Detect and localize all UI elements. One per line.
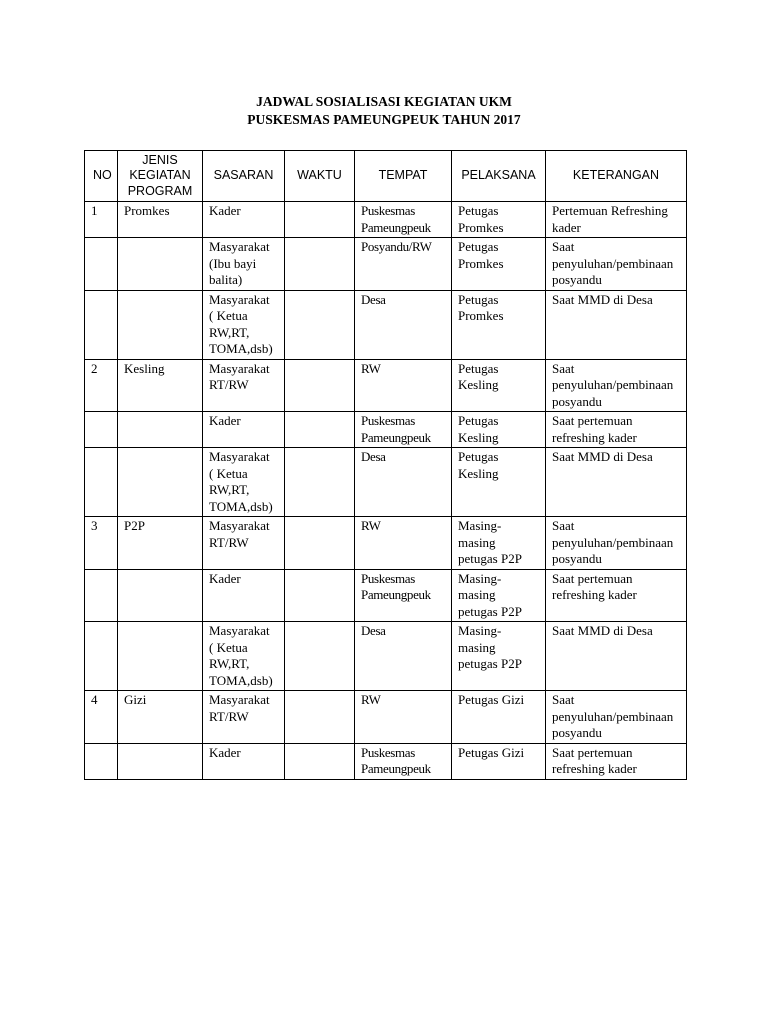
- schedule-table: [84, 150, 687, 780]
- cell-no: [85, 622, 118, 691]
- cell-waktu: [285, 412, 355, 448]
- table-body: [85, 202, 687, 780]
- cell-pelaksana: Petugas Promkes: [452, 238, 546, 291]
- cell-waktu: [285, 448, 355, 517]
- table-row: [85, 359, 687, 412]
- cell-tempat: Puskesmas Pameungpeuk: [355, 202, 452, 238]
- cell-no: [85, 238, 118, 291]
- cell-keterangan: Saat pertemuan refreshing kader: [546, 412, 687, 448]
- title-line-2: PUSKESMAS PAMEUNGPEUK TAHUN 2017: [247, 112, 521, 127]
- cell-pelaksana: Masing- masing petugas P2P: [452, 622, 546, 691]
- cell-sasaran: Masyarakat ( Ketua RW,RT, TOMA,dsb): [203, 290, 285, 359]
- cell-sasaran: Kader: [203, 743, 285, 779]
- cell-tempat: RW: [355, 691, 452, 744]
- cell-pelaksana: Masing- masing petugas P2P: [452, 569, 546, 622]
- cell-keterangan: Saat MMD di Desa: [546, 290, 687, 359]
- header-waktu: WAKTU: [285, 151, 355, 202]
- table-row: [85, 412, 687, 448]
- cell-waktu: [285, 359, 355, 412]
- cell-waktu: [285, 290, 355, 359]
- cell-jenis: [118, 412, 203, 448]
- table-row: [85, 238, 687, 291]
- cell-keterangan: Saat penyuluhan/pembinaan posyandu: [546, 238, 687, 291]
- cell-jenis: [118, 622, 203, 691]
- cell-keterangan: Saat MMD di Desa: [546, 448, 687, 517]
- cell-tempat: RW: [355, 359, 452, 412]
- cell-waktu: [285, 743, 355, 779]
- cell-keterangan: Saat MMD di Desa: [546, 622, 687, 691]
- cell-no: [85, 743, 118, 779]
- cell-no: [85, 448, 118, 517]
- cell-pelaksana: Petugas Kesling: [452, 448, 546, 517]
- cell-tempat: RW: [355, 517, 452, 570]
- cell-keterangan: Saat penyuluhan/pembinaan posyandu: [546, 517, 687, 570]
- cell-tempat: Puskesmas Pameungpeuk: [355, 412, 452, 448]
- document-title: [0, 93, 768, 129]
- cell-keterangan: Saat pertemuan refreshing kader: [546, 569, 687, 622]
- cell-jenis: P2P: [118, 517, 203, 570]
- cell-waktu: [285, 517, 355, 570]
- table-row: [85, 448, 687, 517]
- cell-pelaksana: Petugas Promkes: [452, 202, 546, 238]
- cell-sasaran: Kader: [203, 569, 285, 622]
- header-no: NO: [85, 151, 118, 202]
- header-pelaksana: PELAKSANA: [452, 151, 546, 202]
- cell-sasaran: Masyarakat RT/RW: [203, 517, 285, 570]
- cell-no: [85, 290, 118, 359]
- cell-tempat: Desa: [355, 622, 452, 691]
- table-row: [85, 517, 687, 570]
- table-header-row: [85, 151, 687, 202]
- cell-waktu: [285, 622, 355, 691]
- cell-tempat: Puskesmas Pameungpeuk: [355, 569, 452, 622]
- cell-no: [85, 412, 118, 448]
- cell-tempat: Posyandu/RW: [355, 238, 452, 291]
- cell-pelaksana: Petugas Gizi: [452, 743, 546, 779]
- table-row: [85, 743, 687, 779]
- cell-sasaran: Masyarakat (Ibu bayi balita): [203, 238, 285, 291]
- cell-no: 2: [85, 359, 118, 412]
- table-row: [85, 622, 687, 691]
- table-row: [85, 691, 687, 744]
- cell-sasaran: Kader: [203, 412, 285, 448]
- cell-keterangan: Saat penyuluhan/pembinaan posyandu: [546, 691, 687, 744]
- header-keterangan: KETERANGAN: [546, 151, 687, 202]
- cell-waktu: [285, 238, 355, 291]
- cell-sasaran: Kader: [203, 202, 285, 238]
- cell-jenis: [118, 290, 203, 359]
- cell-tempat: Desa: [355, 290, 452, 359]
- table-row: [85, 202, 687, 238]
- cell-sasaran: Masyarakat RT/RW: [203, 691, 285, 744]
- table-row: [85, 569, 687, 622]
- cell-no: 4: [85, 691, 118, 744]
- cell-tempat: Puskesmas Pameungpeuk: [355, 743, 452, 779]
- cell-jenis: Gizi: [118, 691, 203, 744]
- header-tempat: TEMPAT: [355, 151, 452, 202]
- cell-pelaksana: Petugas Kesling: [452, 359, 546, 412]
- cell-waktu: [285, 569, 355, 622]
- cell-keterangan: Saat pertemuan refreshing kader: [546, 743, 687, 779]
- cell-tempat: Desa: [355, 448, 452, 517]
- cell-no: [85, 569, 118, 622]
- cell-no: 1: [85, 202, 118, 238]
- cell-jenis: Kesling: [118, 359, 203, 412]
- cell-jenis: Promkes: [118, 202, 203, 238]
- cell-jenis: [118, 569, 203, 622]
- cell-jenis: [118, 448, 203, 517]
- cell-keterangan: Pertemuan Refreshing kader: [546, 202, 687, 238]
- cell-sasaran: Masyarakat RT/RW: [203, 359, 285, 412]
- cell-jenis: [118, 743, 203, 779]
- table-row: [85, 290, 687, 359]
- header-sasaran: SASARAN: [203, 151, 285, 202]
- header-jenis: JENIS KEGIATAN PROGRAM: [118, 151, 203, 202]
- cell-sasaran: Masyarakat ( Ketua RW,RT, TOMA,dsb): [203, 622, 285, 691]
- cell-pelaksana: Petugas Gizi: [452, 691, 546, 744]
- cell-jenis: [118, 238, 203, 291]
- cell-waktu: [285, 202, 355, 238]
- cell-pelaksana: Masing- masing petugas P2P: [452, 517, 546, 570]
- cell-keterangan: Saat penyuluhan/pembinaan posyandu: [546, 359, 687, 412]
- cell-no: 3: [85, 517, 118, 570]
- cell-sasaran: Masyarakat ( Ketua RW,RT, TOMA,dsb): [203, 448, 285, 517]
- cell-pelaksana: Petugas Kesling: [452, 412, 546, 448]
- title-line-1: JADWAL SOSIALISASI KEGIATAN UKM: [256, 94, 512, 109]
- cell-waktu: [285, 691, 355, 744]
- cell-pelaksana: Petugas Promkes: [452, 290, 546, 359]
